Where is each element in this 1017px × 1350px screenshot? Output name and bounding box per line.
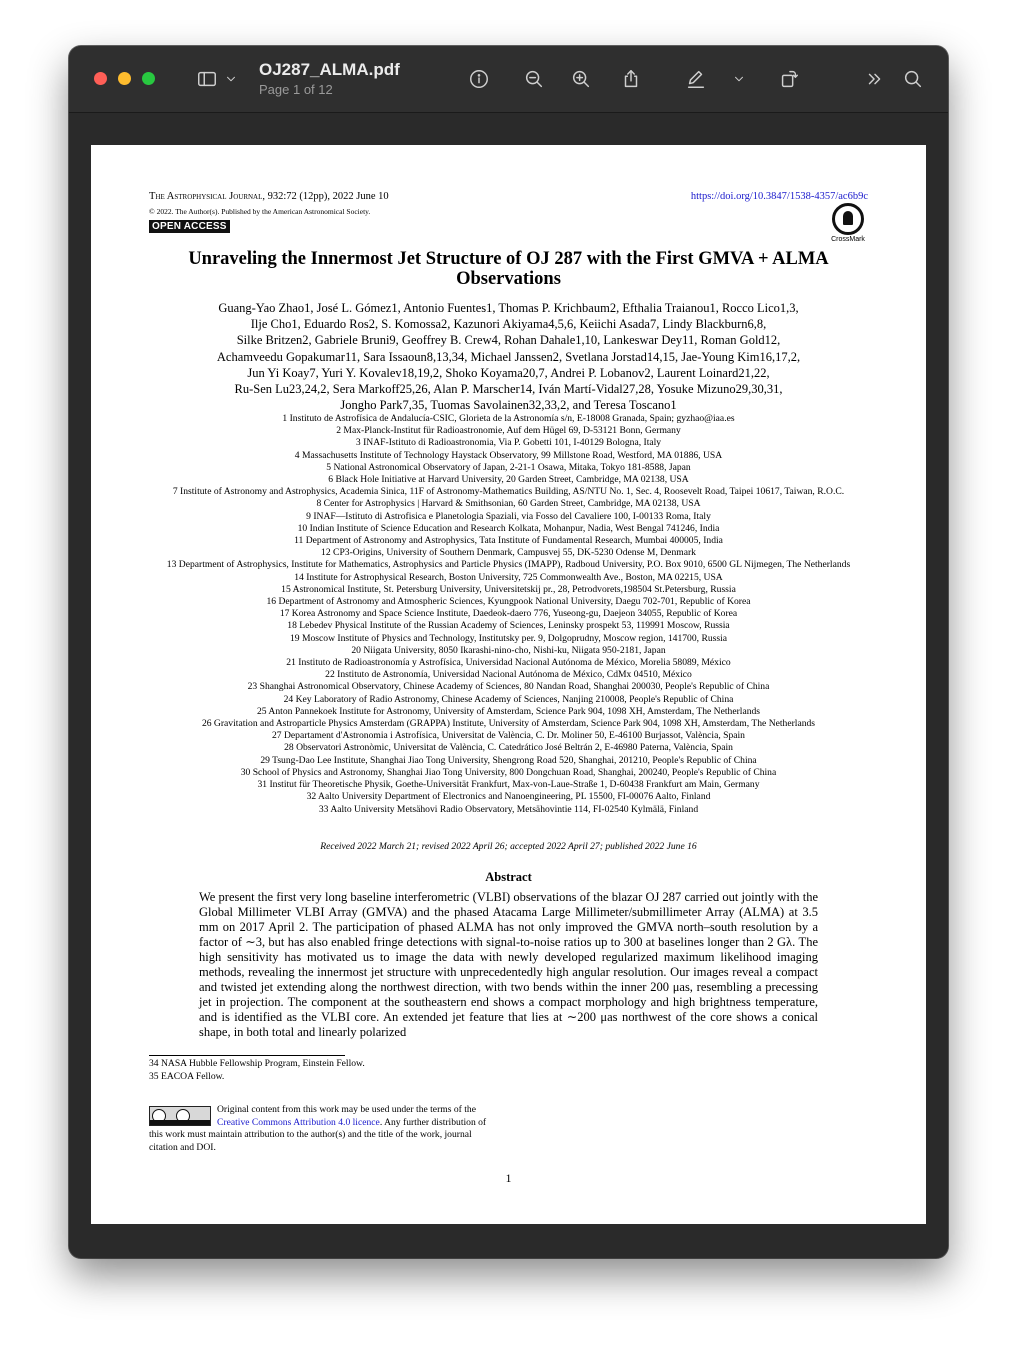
share-icon[interactable] — [617, 65, 645, 93]
abstract-text: We present the first very long baseline interferometric (VLBI) observations of the blazar OJ 287 carried out jointly with the Global Millimeter VLBI Array (GMVA) and the phased Atacama Large Millimeter/submillimeter Array (ALMA) at 3.5 mm on 2017 April 2. The participation of phased ALMA has not only improved the GMVA north–south resolution by a factor of ∼3, but has also enabled fringe detections with signal-to-noise ratios up to 300 at baselines longer than 2 Gλ. The high sensitivity has motivated us to image the data with newly developed regularized maximum likelihood imaging methods, revealing the innermost jet structure with unprecedentedly high angular resolution. Our images reveal a compact and twisted jet extending along the northwest direction, with two bends within the inner 200 μas, resembling a precessing jet in projection. The component at the southeastern end shows a compact morphology and high brightness temperature, and is identified as the VLBI core. An extended jet feature that lies at ∼200 μas northwest of the core shows a conical shape, in both total and linearly polarized — [199, 890, 818, 1039]
license-text-end: . Any further distribution of this work must maintain attribution to the author(s) and the title of the work, journal citation and DOI. — [149, 1116, 487, 1153]
affiliation: 7 Institute of Astronomy and Astrophysics, Academia Sinica, 11F of Astronomy-Mathematics Building, AS/NTU No. 1, Sec. 4, Roosevelt Road, Taipei 10617, Taiwan, R.O.C. — [172, 486, 845, 498]
journal-name: The Astrophysical Journal — [149, 191, 263, 202]
affiliation: 9 INAF—Istituto di Astrofisica e Planetologia Spaziali, via Fosso del Cavaliere 100, I-00133 Roma, Italy — [306, 510, 711, 522]
affiliation: 5 National Astronomical Observatory of Japan, 2-21-1 Osawa, Mitaka, Tokyo 181-8588, Japan — [326, 461, 691, 473]
search-icon[interactable] — [899, 65, 927, 93]
open-access-badge: OPEN ACCESS — [149, 220, 230, 233]
received-dates: Received 2022 March 21; revised 2022 April 26; accepted 2022 April 27; published 2022 June 16 — [320, 841, 697, 852]
affiliation: 33 Aalto University Metsähovi Radio Observatory, Metsähovintie 114, FI-02540 Kylmälä, Finland — [318, 803, 699, 815]
author-line: Jun Yi Koay7, Yuri Y. Kovalev18,19,2, Shoko Koyama20,7, Andrei P. Lobanov2, Laurent Loinard21,22, — [247, 365, 770, 380]
affiliation: 17 Korea Astronomy and Space Science Institute, Daedeok-daero 776, Yuseong-gu, Daejeon 34055, Republic of Korea — [279, 608, 738, 620]
affiliation: 29 Tsung-Dao Lee Institute, Shanghai Jiao Tong University, Shengrong Road 520, Shanghai, 201210, People's Republic of China — [260, 754, 757, 766]
affiliation: 18 Lebedev Physical Institute of the Russian Academy of Sciences, Leninsky prospekt 53, 119991 Moscow, Russia — [287, 620, 730, 632]
affiliation: 28 Observatori Astronòmic, Universitat de València, C. Catedrático José Beltrán 2, E-46980 Paterna, València, Spain — [284, 742, 733, 754]
affiliation: 20 Niigata University, 8050 Ikarashi-nino-cho, Nishi-ku, Niigata 950-2181, Japan — [351, 644, 666, 656]
zoom-window-button[interactable] — [142, 72, 155, 85]
affiliation: 22 Instituto de Astronomía, Universidad Nacional Autónoma de México, CdMx 04510, México — [325, 669, 692, 681]
footnotes — [149, 1058, 509, 1083]
sidebar-icon[interactable] — [193, 65, 221, 93]
minimize-window-button[interactable] — [118, 72, 131, 85]
titlebar — [69, 46, 948, 113]
more-icon[interactable] — [861, 65, 889, 93]
crossmark-badge[interactable] — [828, 203, 868, 243]
paper-title: Unraveling the Innermost Jet Structure of OJ 287 with the First GMVA + ALMA Observations — [188, 249, 829, 289]
zoom-in-icon[interactable] — [567, 65, 595, 93]
affiliation: 2 Max-Planck-Institut für Radioastronomie, Auf dem Hügel 69, D-53121 Bonn, Germany — [336, 425, 681, 437]
pdf-page — [91, 145, 926, 1224]
affiliation: 8 Center for Astrophysics | Harvard & Smithsonian, 60 Garden Street, Cambridge, MA 02138, USA — [316, 498, 701, 510]
affiliation: 4 Massachusetts Institute of Technology Haystack Observatory, 99 Millstone Road, Westford, MA 01886, USA — [294, 449, 723, 461]
author-line: Jongho Park7,35, Tuomas Savolainen32,33,2, and Teresa Toscano1 — [340, 398, 677, 413]
abstract-heading: Abstract — [485, 870, 532, 884]
author-line: Ru-Sen Lu23,24,2, Sera Markoff25,26, Alan P. Marscher14, Iván Martí-Vidal27,28, Yosuke Mizuno29,30,31, — [234, 382, 783, 397]
affiliation: 25 Anton Pannekoek Institute for Astronomy, University of Amsterdam, Science Park 904, 1098 XH, Amsterdam, The Netherlands — [256, 705, 761, 717]
author-list — [143, 300, 874, 413]
affiliation: 21 Instituto de Radioastronomía y Astrofísica, Universidad Nacional Autónoma de México, Morelia 58089, México — [286, 657, 731, 669]
license-notice — [149, 1104, 494, 1154]
pdf-viewer-window — [69, 46, 948, 1258]
affiliation: 27 Departament d'Astronomia i Astrofísica, Universitat de València, C. Dr. Moliner 50, E-46100 Burjassot, València, Spain — [272, 730, 745, 742]
affiliation: 3 INAF-Istituto di Radioastronomia, Via P. Gobetti 101, I-40129 Bologna, Italy — [355, 437, 662, 449]
affiliation: 15 Astronomical Institute, St. Petersburg University, Universitetskij pr., 28, Petrodvorets,198504 St.Petersburg, Russia — [281, 583, 736, 595]
info-icon[interactable] — [465, 65, 493, 93]
affiliation: 11 Department of Astronomy and Astrophysics, Tata Institute of Fundamental Research, Mumbai 400005, India — [294, 535, 723, 547]
affiliation-list — [143, 413, 874, 816]
document-area[interactable] — [69, 113, 948, 1258]
affiliation: 24 Key Laboratory of Radio Astronomy, Chinese Academy of Sciences, Nanjing 210008, People's Republic of China — [283, 693, 734, 705]
cc-by-icon — [149, 1106, 211, 1126]
affiliation: 26 Gravitation and Astroparticle Physics Amsterdam (GRAPPA) Institute, University of Amsterdam, Science Park 904, 1098 XH, Amsterdam, The Netherlands — [201, 718, 816, 730]
affiliation: 14 Institute for Astrophysical Research, Boston University, 725 Commonwealth Ave., Boston, MA 02215, USA — [294, 571, 723, 583]
page-indicator: Page 1 of 12 — [259, 82, 333, 97]
page-number: 1 — [505, 1171, 512, 1185]
crossmark-icon — [832, 203, 864, 235]
affiliation: 12 CP3-Origins, University of Southern Denmark, Campusvej 55, DK-5230 Odense M, Denmark — [321, 547, 696, 559]
journal-reference — [149, 191, 389, 202]
author-line: Guang-Yao Zhao1, José L. Gómez1, Antonio Fuentes1, Thomas P. Krichbaum2, Efthalia Traianou1, Rocco Lico1,3, — [218, 301, 799, 315]
doi-link[interactable]: https://doi.org/10.3847/1538-4357/ac6b9c — [690, 191, 868, 202]
footnote-divider — [149, 1055, 345, 1056]
license-link[interactable]: Creative Commons Attribution 4.0 licence — [217, 1116, 380, 1128]
footnote: 34 NASA Hubble Fellowship Program, Einstein Fellow. — [149, 1058, 365, 1069]
journal-ref: , 932:72 (12pp), 2022 June 10 — [262, 191, 389, 202]
affiliation: 6 Black Hole Initiative at Harvard University, 20 Garden Street, Cambridge, MA 02138, USA — [328, 474, 689, 486]
document-title: OJ287_ALMA.pdf — [259, 60, 400, 79]
affiliation: 31 Institut für Theoretische Physik, Goethe-Universität Frankfurt, Max-von-Laue-Straße 1, D-60438 Frankfurt am Main, Germany — [257, 779, 760, 791]
zoom-out-icon[interactable] — [520, 65, 548, 93]
affiliation: 32 Aalto University Department of Electronics and Nanoengineering, PL 15500, FI-00076 Aalto, Finland — [306, 791, 711, 803]
author-line: Achamveedu Gopakumar11, Sara Issaoun8,13,34, Michael Janssen2, Svetlana Jorstad14,15, Jae-Young Kim16,17,2, — [216, 349, 801, 364]
rotate-icon[interactable] — [775, 65, 803, 93]
author-line: Silke Britzen2, Gabriele Bruni9, Geoffrey B. Crew4, Rohan Dahale1,10, Lankeswar Dey11, Roman Gold12, — [236, 333, 781, 348]
affiliation: 16 Department of Astronomy and Atmospheric Sciences, Kyungpook National University, Daegu 702-701, Republic of Korea — [266, 596, 751, 608]
affiliation: 30 School of Physics and Astronomy, Shanghai Jiao Tong University, 800 Dongchuan Road, Shanghai, 200240, People's Republic of China — [240, 766, 777, 778]
markup-pen-icon[interactable] — [682, 65, 710, 93]
footnote: 35 EACOA Fellow. — [149, 1070, 225, 1082]
affiliation: 10 Indian Institute of Science Education and Research Kolkata, Mohanpur, Nadia, West Bengal 741246, India — [297, 522, 720, 534]
chevron-down-icon[interactable] — [221, 65, 241, 93]
copyright-notice: © 2022. The Author(s). Published by the American Astronomical Society. — [149, 207, 371, 216]
affiliation: 19 Moscow Institute of Physics and Technology, Institutsky per. 9, Dolgoprudny, Moscow region, 141700, Russia — [289, 632, 728, 644]
crossmark-label: CrossMark — [831, 236, 865, 243]
affiliation: 13 Department of Astrophysics, Institute for Mathematics, Astrophysics and Particle Physics (IMAPP), Radboud University, P.O. Box 9010, 6500 GL Nijmegen, The Netherlands — [166, 559, 851, 571]
chevron-down-icon[interactable] — [729, 65, 749, 93]
author-line: Ilje Cho1, Eduardo Ros2, S. Komossa2, Kazunori Akiyama4,5,6, Keiichi Asada7, Lindy Blackburn6,8, — [250, 317, 767, 332]
affiliation: 23 Shanghai Astronomical Observatory, Chinese Academy of Sciences, 80 Nandan Road, Shanghai 200030, People's Republic of China — [247, 681, 770, 693]
affiliation: 1 Instituto de Astrofísica de Andalucía-CSIC, Glorieta de la Astronomía s/n, E-18008 Granada, Spain; gyzhao@iaa.es — [282, 413, 735, 424]
license-text: Original content from this work may be used under the terms of the — [217, 1104, 476, 1115]
close-window-button[interactable] — [94, 72, 107, 85]
